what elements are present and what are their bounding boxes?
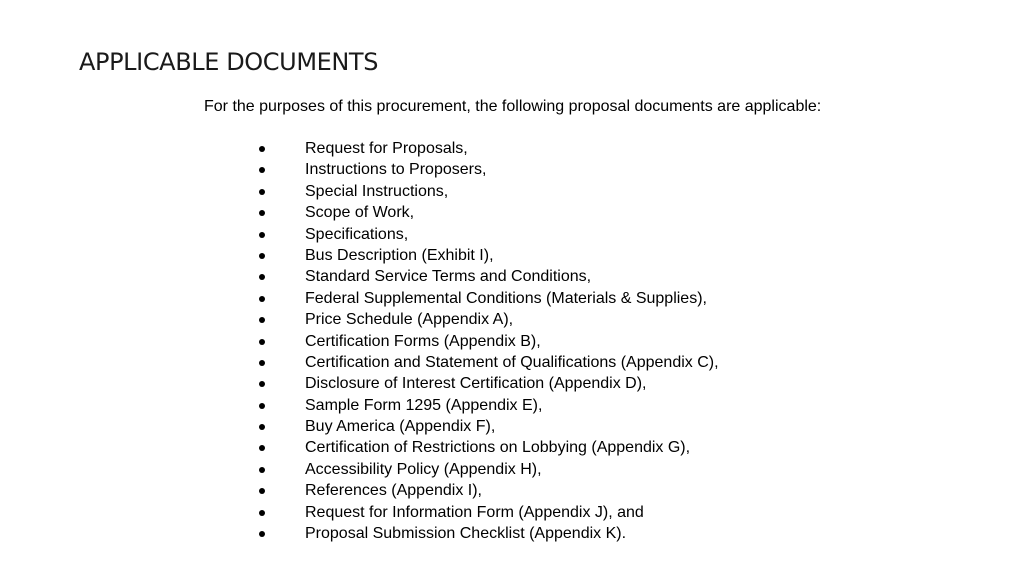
bullet-icon [259,146,265,152]
bullet-icon [259,424,265,430]
document-label: Specifications, [305,225,409,243]
bullet-icon [259,210,265,216]
bullet-icon [259,381,265,387]
document-label: Buy America (Appendix F), [305,418,496,436]
slide-title: APPLICABLE DOCUMENTS [79,48,379,76]
document-label: Certification of Restrictions on Lobbying (Appendix G), [305,439,691,457]
bullet-icon [259,167,265,173]
document-label: Standard Service Terms and Conditions, [305,268,592,286]
document-label: Scope of Work, [305,204,415,222]
bullet-icon [259,467,265,473]
bullet-icon [259,189,265,195]
document-label: Instructions to Proposers, [305,161,487,179]
document-label: References (Appendix I), [305,482,482,500]
document-label: Certification and Statement of Qualifications (Appendix C), [305,353,719,371]
document-label: Price Schedule (Appendix A), [305,311,514,329]
bullet-icon [259,445,265,451]
bullet-icon [259,488,265,494]
document-label: Special Instructions, [305,182,449,200]
bullet-icon [259,253,265,259]
intro-text: For the purposes of this procurement, the following proposal documents are applicable: [204,98,822,115]
document-label: Request for Proposals, [305,140,468,157]
bullet-icon [259,274,265,280]
bullet-icon [259,232,265,238]
document-label: Federal Supplemental Conditions (Materials & Supplies), [305,289,707,307]
document-label: Accessibility Policy (Appendix H), [305,460,542,478]
bullet-icon [259,339,265,345]
document-label: Certification Forms (Appendix B), [305,332,541,350]
bullet-icon [259,510,265,516]
bullet-icon [259,317,265,323]
bullet-icon [259,360,265,366]
document-label: Sample Form 1295 (Appendix E), [305,396,543,414]
bullet-icon [259,296,265,302]
document-label: Request for Information Form (Appendix J), and [305,503,644,521]
document-label: Disclosure of Interest Certification (Appendix D), [305,375,647,393]
bullet-icon [259,531,265,537]
document-label: Proposal Submission Checklist (Appendix K). [305,525,627,543]
document-label: Bus Description (Exhibit I), [305,246,494,264]
bullet-icon [259,403,265,409]
